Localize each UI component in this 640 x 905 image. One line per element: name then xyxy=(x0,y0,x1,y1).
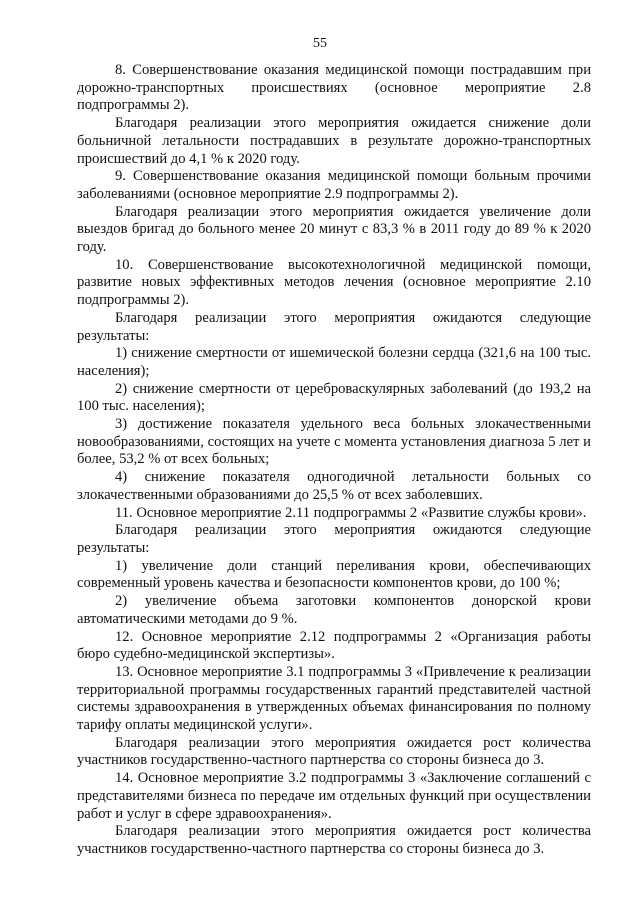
paragraph: 1) снижение смертности от ишемической болезни сердца (321,6 на 100 тыс. населения); xyxy=(77,345,591,379)
paragraph: 3) достижение показателя удельного веса больных злокачественными новообразованиями, состоящих на учете с момента установления диагноза 5 лет и более, 53,2 % от всех больных; xyxy=(77,416,591,468)
paragraph: 13. Основное мероприятие 3.1 подпрограммы 3 «Привлечение к реализации территориальной программы государственных гарантий представителей частной системы здравоохранения в утвержденных объемах финансирования по полному тарифу оплаты медицинской услуги». xyxy=(77,663,591,734)
paragraph: 10. Совершенствование высокотехнологичной медицинской помощи, развитие новых эффективных методов лечения (основное мероприятие 2.10 подпрограммы 2). xyxy=(77,256,591,309)
paragraph: Благодаря реализации этого мероприятия ожидается рост количества участников государственно-частного партнерства со стороны бизнеса до 3. xyxy=(77,734,591,769)
document-body xyxy=(77,62,591,859)
page-number: 55 xyxy=(313,36,327,51)
paragraph: 12. Основное мероприятие 2.12 подпрограммы 2 «Организация работы бюро судебно-медицинской экспертизы». xyxy=(77,628,591,663)
paragraph: 14. Основное мероприятие 3.2 подпрограммы 3 «Заключение соглашений с представителями бизнеса по передаче им отдельных функций при осуществлении работ и услуг в сфере здравоохранения». xyxy=(77,770,591,822)
paragraph: Благодаря реализации этого мероприятия ожидаются следующие результаты: xyxy=(77,522,591,556)
paragraph: 2) снижение смертности от цереброваскулярных заболеваний (до 193,2 на 100 тыс. населения); xyxy=(77,380,591,415)
paragraph: Благодаря реализации этого мероприятия ожидается увеличение доли выездов бригад до больного менее 20 минут с 83,3 % в 2011 году до 89 % к 2020 году. xyxy=(77,203,591,256)
paragraph: Благодаря реализации этого мероприятия ожидается рост количества участников государственно-частного партнерства со стороны бизнеса до 3. xyxy=(77,823,591,857)
paragraph: 9. Совершенствование оказания медицинской помощи больным прочими заболеваниями (основное мероприятие 2.9 подпрограммы 2). xyxy=(77,168,591,202)
paragraph: Благодаря реализации этого мероприятия ожидается снижение доли больничной летальности пострадавших в результате дорожно-транспортных происшествий до 4,1 % к 2020 году. xyxy=(77,115,591,167)
paragraph: 1) увеличение доли станций переливания крови, обеспечивающих современный уровень качества и безопасности компонентов крови, до 100 %; xyxy=(77,557,591,592)
paragraph: Благодаря реализации этого мероприятия ожидаются следующие результаты: xyxy=(77,309,591,344)
paragraph: 4) снижение показателя одногодичной летальности больных со злокачественными образованиями до 25,5 % от всех заболевших. xyxy=(77,469,591,503)
paragraph: 8. Совершенствование оказания медицинской помощи пострадавшим при дорожно-транспортных происшествиях (основное мероприятие 2.8 подпрограммы 2). xyxy=(77,62,591,114)
paragraph: 11. Основное мероприятие 2.11 подпрограммы 2 «Развитие службы крови». xyxy=(115,504,587,521)
paragraph: 2) увеличение объема заготовки компонентов донорской крови автоматическими методами до 9 %. xyxy=(77,593,591,627)
